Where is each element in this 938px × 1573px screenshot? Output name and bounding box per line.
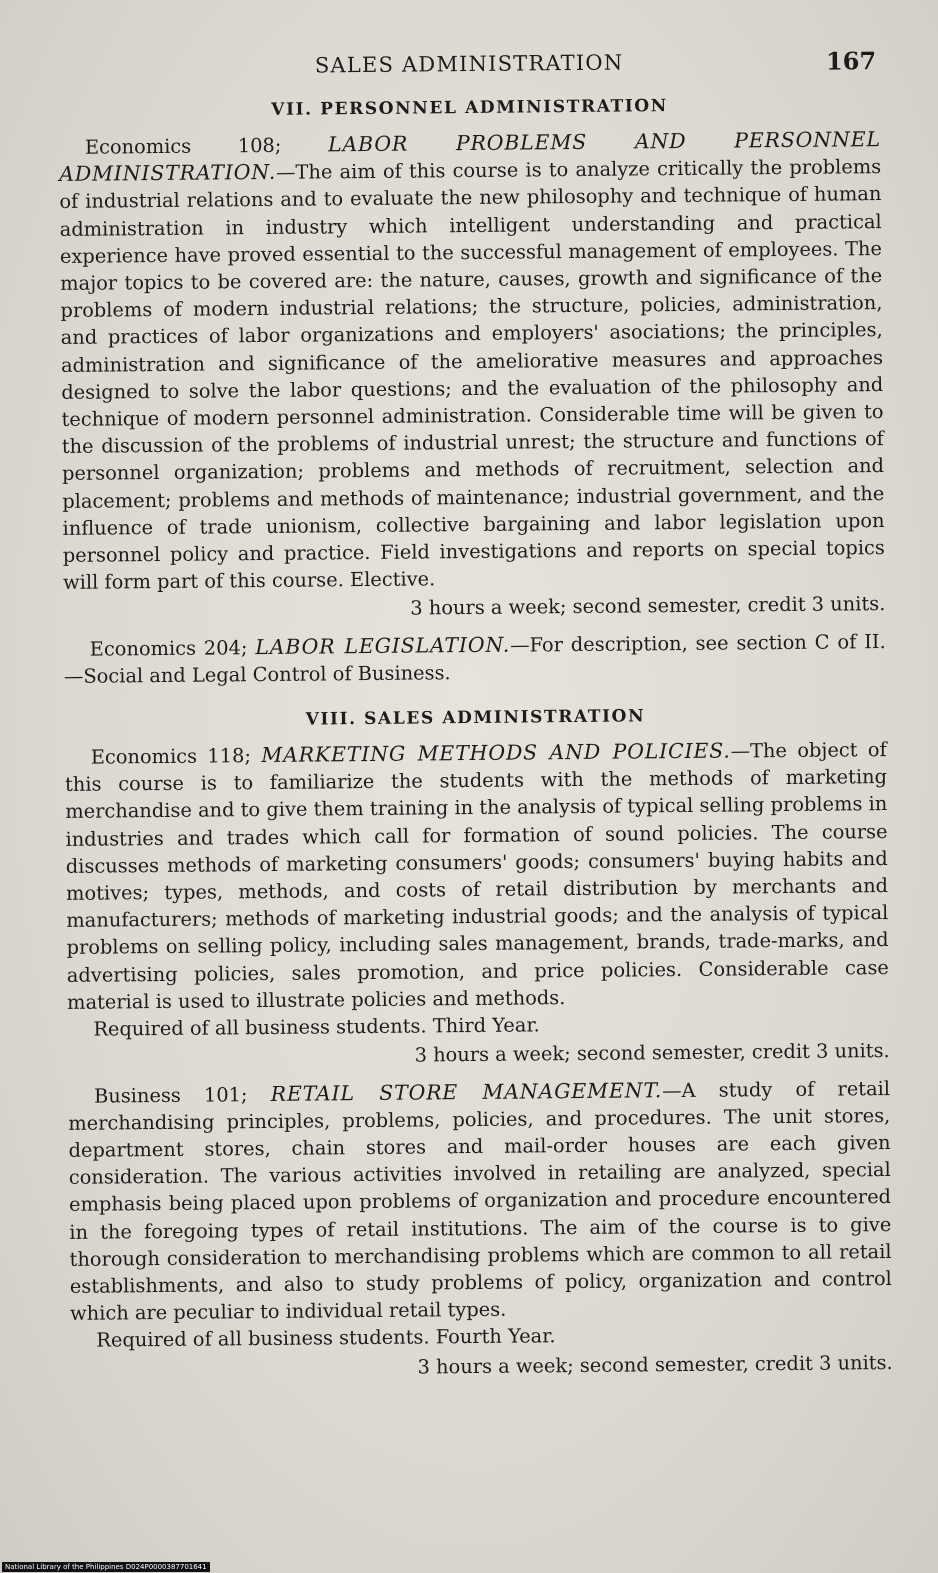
course-title: MARKETING METHODS AND POLICIES.	[261, 738, 731, 768]
course-code: Economics 108;	[84, 133, 282, 159]
course-title: LABOR LEGISLATION.	[255, 632, 511, 659]
course-description: —For description, see section C of II.—Social and Legal Control of Business.	[63, 629, 886, 688]
library-footer-label: National Library of the Philippines D024P0000387701641	[2, 1562, 210, 1572]
course-hours: 3 hours a week; second semester, credit 3 units.	[414, 1039, 890, 1067]
section-heading-sales: VIII. SALES ADMINISTRATION	[305, 706, 646, 730]
course-title: LABOR PROBLEMS AND PERSONNEL ADMINISTRATION.	[59, 127, 881, 187]
running-head	[58, 46, 880, 88]
course-hours: 3 hours a week; second semester, credit 3 units.	[417, 1350, 893, 1379]
course-description: —A study of retail merchandising principles, problems, policies, and procedures. The unit stores, department stores, chain stores and mail-order houses are each given consideration. The various activities involved in retailing are analyzed, special emphasis being placed upon problems of organization and procedure encountered in the foregoing types of retail institutions. The aim of the course is to give thorough consideration to merchandising problems which are common to all retail establishments, and also to study problems of policy, organization and control which are peculiar to individual retail types.	[68, 1076, 892, 1326]
running-head-title: SALES ADMINISTRATION	[314, 50, 624, 78]
course-hours: 3 hours a week; second semester, credit 3 units.	[410, 592, 886, 621]
course-economics-108	[59, 126, 885, 596]
course-description: —The object of this course is to familiarize the students with the methods of marketing merchandise and to give them training in the analysis of typical selling problems in industries and trades which call for formation of sound policies. The course discusses methods of marketing consumers' goods; consumers' buying habits and motives; types, methods, and costs of retail distribution by merchants and manufacturers; methods of marketing industrial goods; and the analysis of typical problems on selling policy, including sales management, brands, trade-marks, and advertising policies, sales promotion, and price policies. Considerable case material is used to illustrate policies and methods.	[64, 738, 889, 1014]
course-code: Economics 118;	[90, 744, 252, 769]
course-code: Economics 204;	[89, 635, 248, 661]
course-title: RETAIL STORE MANAGEMENT.	[270, 1077, 663, 1106]
course-description: —The aim of this course is to analyze critically the problems of industrial relations and to evaluate the new philosophy and technique of human administration in industry which intelligent understanding and practical experience have proved essential to the successful management of employees. The major topics to be covered are: the nature, causes, growth and significance of the problems of modern industrial relations; the structure, policies, administration, and practices of labor organizations and employers' asociations; the principles, administration and significance of the ameliorative measures and approaches designed to solve the labor questions; and the evaluation of the philosophy and technique of modern personnel administration. Considerable time will be given to the discussion of the problems of industrial unrest; the structure and functions of personnel organization; problems and methods of recruitment, selection and placement; problems and methods of maintenance; industrial government, and the influence of trade unionism, collective bargaining and labor legislation upon personnel policy and practice. Field investigations and reports on special topics will form part of this course. Elective.	[59, 155, 885, 595]
course-code: Business 101;	[93, 1082, 248, 1108]
course-requirement-note: Required of all business students. Fourth Year.	[96, 1324, 556, 1352]
section-heading-personnel: VII. PERSONNEL ADMINISTRATION	[271, 96, 668, 120]
page-content	[58, 46, 893, 1394]
course-requirement-note: Required of all business students. Third Year.	[93, 1013, 540, 1041]
page-number: 167	[825, 46, 877, 76]
course-business-101	[68, 1075, 892, 1328]
course-economics-118	[65, 736, 890, 1016]
course-economics-204	[64, 628, 886, 690]
